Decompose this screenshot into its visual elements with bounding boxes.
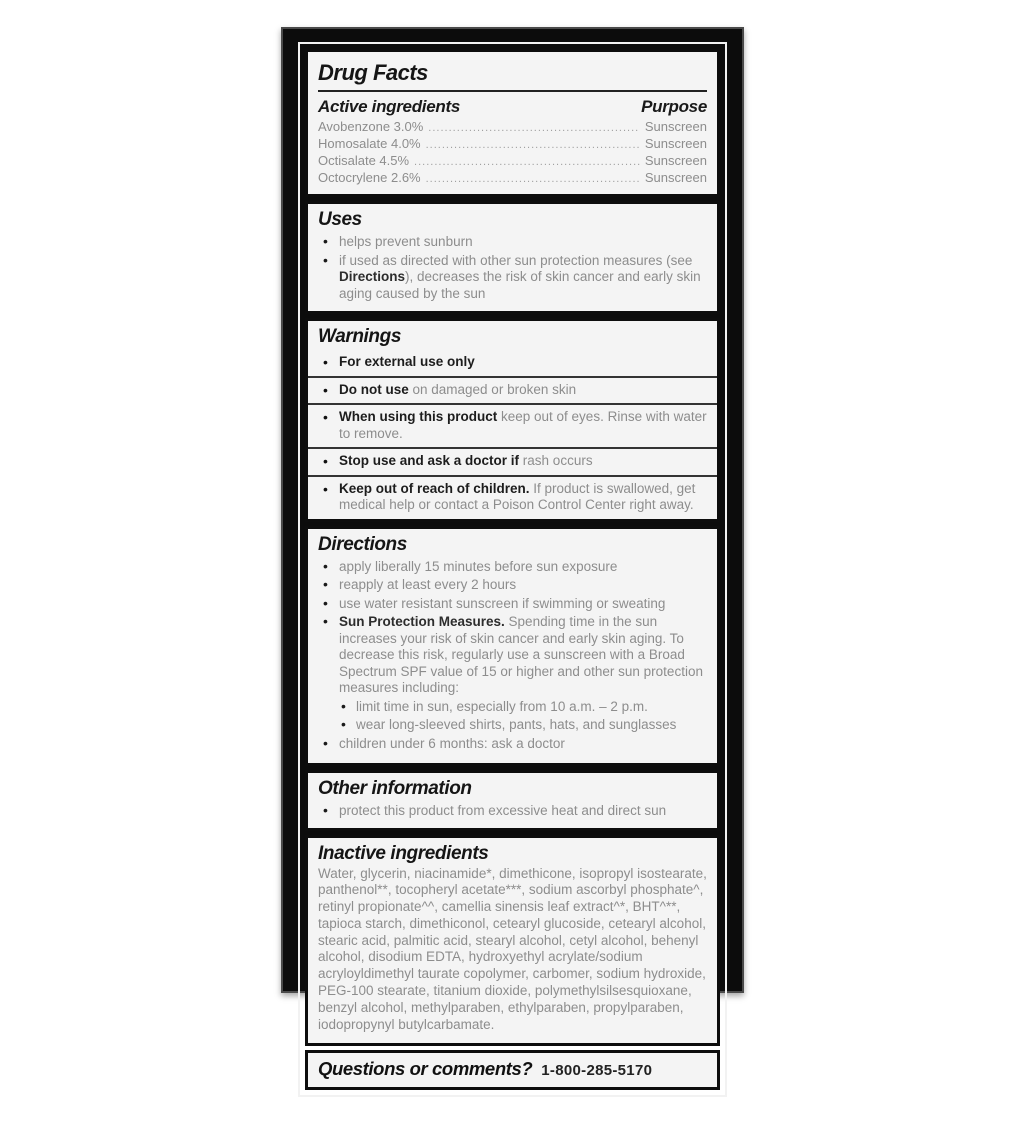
active-ingredients-heading: Active ingredients (318, 97, 460, 116)
leader-dots (426, 137, 640, 153)
section-questions (305, 1050, 720, 1090)
uses-item (308, 252, 709, 304)
questions-heading: Questions or comments? (318, 1058, 533, 1080)
label-content (305, 49, 720, 1090)
warning-bold: Stop use and ask a doctor if (339, 453, 520, 468)
warning-bold: Do not use (339, 381, 409, 397)
uses-list (308, 233, 717, 309)
directions-item (308, 613, 709, 698)
warning-bold: Keep out of reach of children. (339, 480, 530, 496)
directions-item (308, 576, 709, 595)
section-uses (305, 201, 720, 314)
directions-subitem (308, 698, 709, 717)
drug-facts-label-panel (281, 27, 744, 1144)
leader-dots (414, 154, 640, 170)
directions-text: use water resistant sunscreen if swimming or sweating (339, 595, 666, 611)
label-pinstripe-frame (298, 42, 727, 1097)
directions-heading: Directions (318, 533, 407, 555)
warning-item (308, 376, 717, 404)
warning-text: rash occurs (519, 453, 593, 468)
ingredient-name: Avobenzone 3.0% (318, 119, 424, 134)
vitamin-footnote (313, 1106, 728, 1144)
section-inactive-ingredients (305, 835, 720, 1047)
warning-item (308, 403, 717, 447)
section-active-ingredients (305, 49, 720, 197)
warning-item (308, 350, 717, 376)
warning-bold: For external use only (339, 354, 475, 369)
uses-heading: Uses (318, 209, 362, 230)
other-information-list (308, 802, 717, 827)
directions-list (308, 558, 717, 760)
directions-item (308, 595, 709, 614)
uses-item-text: helps prevent sunburn (339, 234, 473, 249)
uses-item-text: if used as directed with other sun protection measures (see (339, 252, 693, 268)
purpose-heading: Purpose (641, 97, 707, 116)
other-information-item (308, 802, 709, 821)
directions-text: children under 6 months: ask a doctor (339, 735, 565, 751)
directions-text: reapply at least every 2 hours (339, 577, 517, 592)
warnings-list (308, 350, 717, 519)
ingredient-name: Homosalate 4.0% (318, 136, 421, 151)
section-other-information (305, 770, 720, 831)
warning-text: If product is swallowed, get medical help or contact a Poison Control Center right away. (339, 480, 696, 512)
uses-item (308, 233, 709, 252)
warning-bold: When using this product (339, 409, 498, 424)
inactive-ingredients-text: Water, glycerin, niacinamide*, dimethicone, isopropyl isostearate, panthenol**, tocopheryl acetate***, sodium ascorbyl phosphate^, retinyl propionate^^, camellia sinensis leaf extract^*, BHT^**, tapioca starch, dimethiconol, cetearyl glucoside, cetearyl alcohol, stearic acid, palmitic acid, stearyl alcohol, cetyl alcohol, behenyl alcohol, disodium EDTA, hydroxyethyl acrylate/sodium acryloyldimethyl taurate copolymer, carbomer, sodium hydroxide, PEG-100 stearate, titanium dioxide, polymethylsilsesquioxane, benzyl alcohol, methylparaben, ethylparaben, propylparaben, iodopropynyl butylcarbamate. (318, 865, 707, 1032)
directions-item (308, 735, 709, 754)
footnote-line: ^^Vitamin A, ^*Green Tea Antioxidant, ^**Antioxidant (313, 1126, 697, 1144)
questions-row (308, 1053, 717, 1087)
directions-text: wear long-sleeved shirts, pants, hats, and sunglasses (356, 717, 677, 732)
ingredient-purpose: Sunscreen (644, 119, 707, 134)
ingredient-name: Octocrylene 2.6% (318, 170, 421, 185)
active-ingredient-row (318, 153, 707, 170)
warning-text: on damaged or broken skin (408, 381, 577, 397)
ingredient-purpose: Sunscreen (644, 136, 707, 151)
section-directions (305, 526, 720, 767)
ingredient-name: Octisalate 4.5% (318, 153, 410, 168)
leader-dots (428, 120, 640, 136)
other-information-heading: Other information (318, 778, 472, 799)
leader-dots (426, 171, 640, 187)
directions-text: apply liberally 15 minutes before sun exposure (339, 558, 618, 574)
active-ingredients-header (318, 94, 707, 119)
section-warnings (305, 318, 720, 522)
directions-text: Spending time in the sun increases your risk of skin cancer and early skin aging. To decrease this risk, regularly use a sunscreen with a Broad Spectrum SPF value of 15 or higher and other sun protection measures including: (339, 614, 703, 695)
active-ingredient-row (318, 170, 707, 187)
uses-item-bold: Directions (339, 269, 406, 284)
inactive-ingredients-heading: Inactive ingredients (318, 842, 489, 864)
questions-phone-number: 1-800-285-5170 (541, 1062, 653, 1080)
directions-item (308, 558, 709, 577)
active-ingredient-row (318, 136, 707, 153)
directions-text: limit time in sun, especially from 10 a.m. – 2 p.m. (356, 698, 648, 714)
footnote-line: *Vitamin B3, **Pro-Vitamin B5, ***Vitamin E, ^Vitamin C, (313, 1107, 714, 1125)
warnings-heading: Warnings (318, 326, 402, 347)
directions-subitem (308, 716, 709, 735)
drug-facts-title: Drug Facts (318, 57, 707, 92)
ingredient-purpose: Sunscreen (644, 170, 707, 185)
uses-item-text: ), decreases the risk of skin cancer and early skin aging caused by the sun (339, 269, 701, 301)
warning-item (308, 475, 717, 519)
other-information-text: protect this product from excessive heat and direct sun (339, 803, 667, 818)
directions-bold: Sun Protection Measures. (339, 614, 505, 629)
ingredient-purpose: Sunscreen (644, 153, 707, 168)
warning-item (308, 447, 717, 475)
active-ingredient-row (318, 119, 707, 136)
warning-text: keep out of eyes. Rinse with water to remove. (339, 409, 707, 441)
